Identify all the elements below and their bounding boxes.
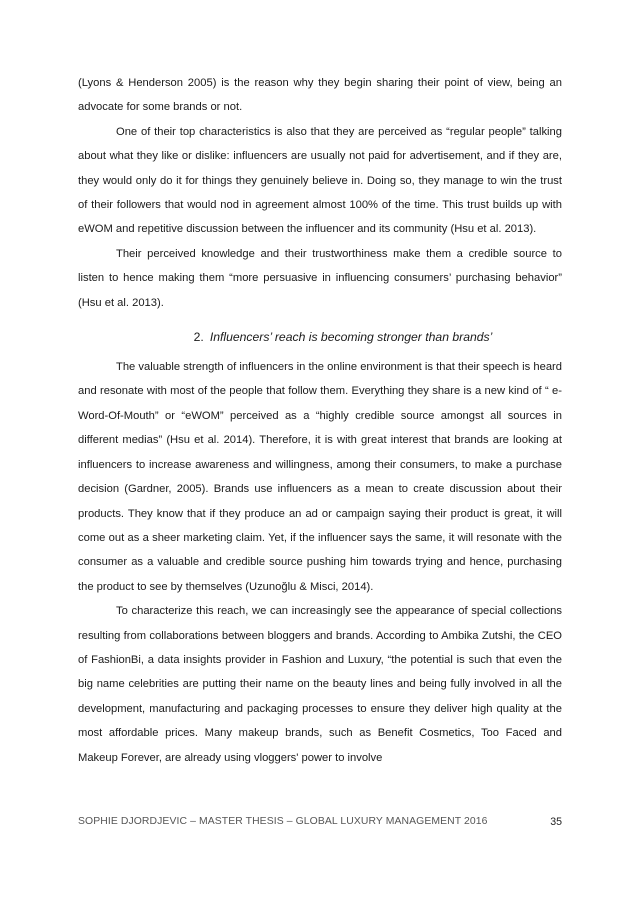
section-heading bbox=[78, 328, 562, 346]
paragraph: Their perceived knowledge and their trustworthiness make them a credible source to listen to hence making them “more persuasive in influencing consumers’ purchasing behavior” (Hsu et al. 2013). bbox=[78, 247, 562, 309]
section-title: Influencers’ reach is becoming stronger than brands’ bbox=[209, 330, 493, 345]
paragraph: The valuable strength of influencers in the online environment is that their speech is heard and resonate with most of the people that follow them. Everything they share is a new kind of “ e-Word-Of-Mouth” or “eWOM” perceived as a “highly credible source amongst all sources in different medias” (Hsu et al. 2014). Therefore, it is with great interest that brands are looking at influencers to increase awareness and willingness, among their consumers, to make a purchase decision (Gardner, 2005). Brands use influencers as a mean to create discussion about their products. They know that if they produce an ad or campaign saying their product is great, it will come out as a sheer marketing claim. Yet, if the influencer says the same, it will resonate with the consumer as a valuable and credible source pushing him towards trying and hence, purchasing the product to see by themselves (Uzunoğlu & Misci, 2014). bbox=[78, 361, 562, 593]
body-text bbox=[78, 71, 562, 770]
page-number: 35 bbox=[550, 816, 562, 828]
paragraph: (Lyons & Henderson 2005) is the reason why they begin sharing their point of view, being an advocate for some brands or not. bbox=[78, 77, 562, 114]
paragraph: One of their top characteristics is also that they are perceived as “regular people” talking about what they like or dislike: influencers are usually not paid for advertisement, and if they are, they would only do it for things they genuinely believe in. Doing so, they manage to win the trust of their followers that would nod in agreement almost 100% of the time. This trust builds up with eWOM and repetitive discussion between the influencer and its community (Hsu et al. 2013). bbox=[78, 125, 562, 236]
page-footer bbox=[78, 815, 562, 829]
paragraph: To characterize this reach, we can increasingly see the appearance of special collections resulting from collaborations between bloggers and brands. According to Ambika Zutshi, the CEO of FashionBi, a data insights provider in Fashion and Luxury, “the potential is such that even the big name celebrities are putting their name on the beauty lines and being fully involved in all the development, manufacturing and packaging processes to ensure they deliver high quality at the most affordable prices. Many makeup brands, such as Benefit Cosmetics, Too Faced and Makeup Forever, are already using vloggers' power to involve bbox=[78, 605, 562, 764]
section-number: 2. bbox=[193, 330, 204, 345]
footer-author-line: SOPHIE DJORDJEVIC – MASTER THESIS – GLOBAL LUXURY MANAGEMENT 2016 bbox=[78, 816, 488, 827]
